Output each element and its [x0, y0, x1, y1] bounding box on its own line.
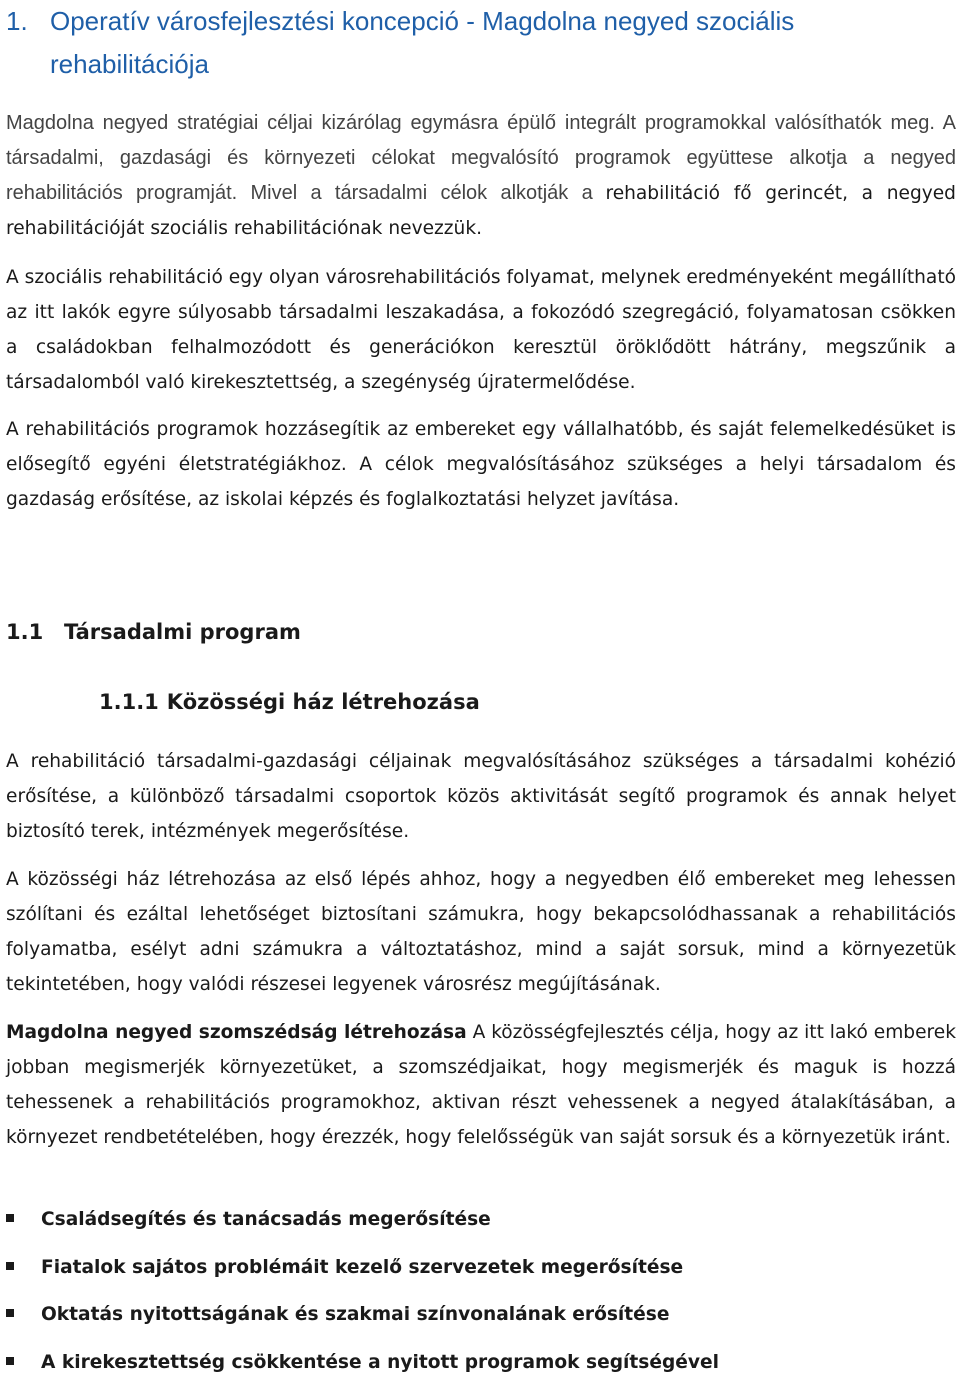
paragraph-social-rehab: A szociális rehabilitáció egy olyan városrehabilitációs folyamat, melynek eredményeként megállítható az itt lakók egyre súlyosabb társadalmi leszakadása, a fokozódó szegregáció, folyamatosan csökken a családokban felhalmozódott és generációkon keresztül öröklődött hátrány, megszűnik a társadalomból való kirekesztettség, a szegénység újratermelődése. — [6, 260, 956, 400]
section-heading-3 — [99, 682, 480, 722]
square-bullet-icon — [6, 1357, 14, 1365]
paragraph-cohesion: A rehabilitáció társadalmi-gazdasági céljainak megvalósításához szükséges a társadalmi kohézió erősítése, a különböző társadalmi csoportok közös aktivitását segítő programok és annak helyet biztosító terek, intézmények megerősítése. — [6, 744, 956, 849]
list-item-text: Családsegítés és tanácsadás megerősítése — [41, 1209, 491, 1230]
paragraph-neighbourhood-text: A közösségfejlesztés célja, hogy az itt lakó emberek jobban megismerjék környezetüket, a szomszédjaikat, hogy megismerjék és maguk is hozzá tehessenek a rehabilitációs programokhoz, aktivan részt vehessenek a negyed átalakításában, a környezet rendbetételében, hogy érezzék, hogy felelősségük van saját sorsuk és a környezetük iránt. — [6, 1022, 956, 1148]
bullet-list — [0, 1198, 950, 1388]
section-heading-1 — [6, 0, 956, 86]
heading-title-line-1: Operatív városfejlesztési koncepció - Magdolna negyed szociális — [50, 6, 794, 36]
subheading-number: 1.1 — [6, 612, 64, 652]
list-item-text: Fiatalok sajátos problémáit kezelő szervezetek megerősítése — [41, 1257, 683, 1278]
list-item — [0, 1198, 950, 1246]
subheading-title: Társadalmi program — [64, 620, 301, 644]
subsubheading-number: 1.1.1 — [99, 690, 159, 714]
subsubheading-title: Közösségi ház létrehozása — [167, 690, 480, 714]
list-item-text: A kirekesztettség csökkentése a nyitott programok segítségével — [41, 1352, 719, 1373]
square-bullet-icon — [6, 1309, 14, 1317]
list-item-text: Oktatás nyitottságának és szakmai színvonalának erősítése — [41, 1304, 669, 1325]
section-heading-2 — [6, 612, 301, 652]
heading-number: 1. — [6, 0, 50, 43]
paragraph-intro — [6, 106, 956, 246]
square-bullet-icon — [6, 1214, 14, 1222]
paragraph-bold-lead: Magdolna negyed szomszédság létrehozása — [6, 1022, 467, 1043]
paragraph-intro-sans-part: Magdolna negyed stratégiai céljai kizárólag egymásra épülő integrált programokkal valósíthatók meg. A társadalmi, gazdasági és környezeti célokat megvalósító programok együttese alkotja a negyed rehabilitációs programját. Mivel a társadalmi célok alkotják a — [6, 112, 956, 204]
paragraph-rehab-programs: A rehabilitációs programok hozzásegítik az embereket egy vállalhatóbb, és saját felemelkedésüket is elősegítő egyéni életstratégiákhoz. A célok megvalósításához szükséges a helyi társadalom és gazdaság erősítése, az iskolai képzés és foglalkoztatási helyzet javítása. — [6, 412, 956, 517]
list-item — [0, 1341, 950, 1388]
list-item — [0, 1246, 950, 1294]
paragraph-intro-dv-part: rehabilitáció fő gerincét, a negyed rehabilitációját szociális rehabilitációnak nevezzük. — [6, 183, 956, 239]
heading-title-line-2: rehabilitációja — [6, 43, 956, 86]
paragraph-community-house: A közösségi ház létrehozása az első lépés ahhoz, hogy a negyedben élő embereket meg lehessen szólítani és ezáltal lehetőséget biztosítani számukra, hogy bekapcsolódhassanak a rehabilitációs folyamatba, esélyt adni számukra a változtatáshoz, mind a saját sorsuk, mind a környezetük tekintetében, hogy valódi részesei legyenek városrész megújításának. — [6, 862, 956, 1002]
paragraph-neighbourhood — [6, 1015, 956, 1155]
list-item — [0, 1293, 950, 1341]
square-bullet-icon — [6, 1262, 14, 1270]
